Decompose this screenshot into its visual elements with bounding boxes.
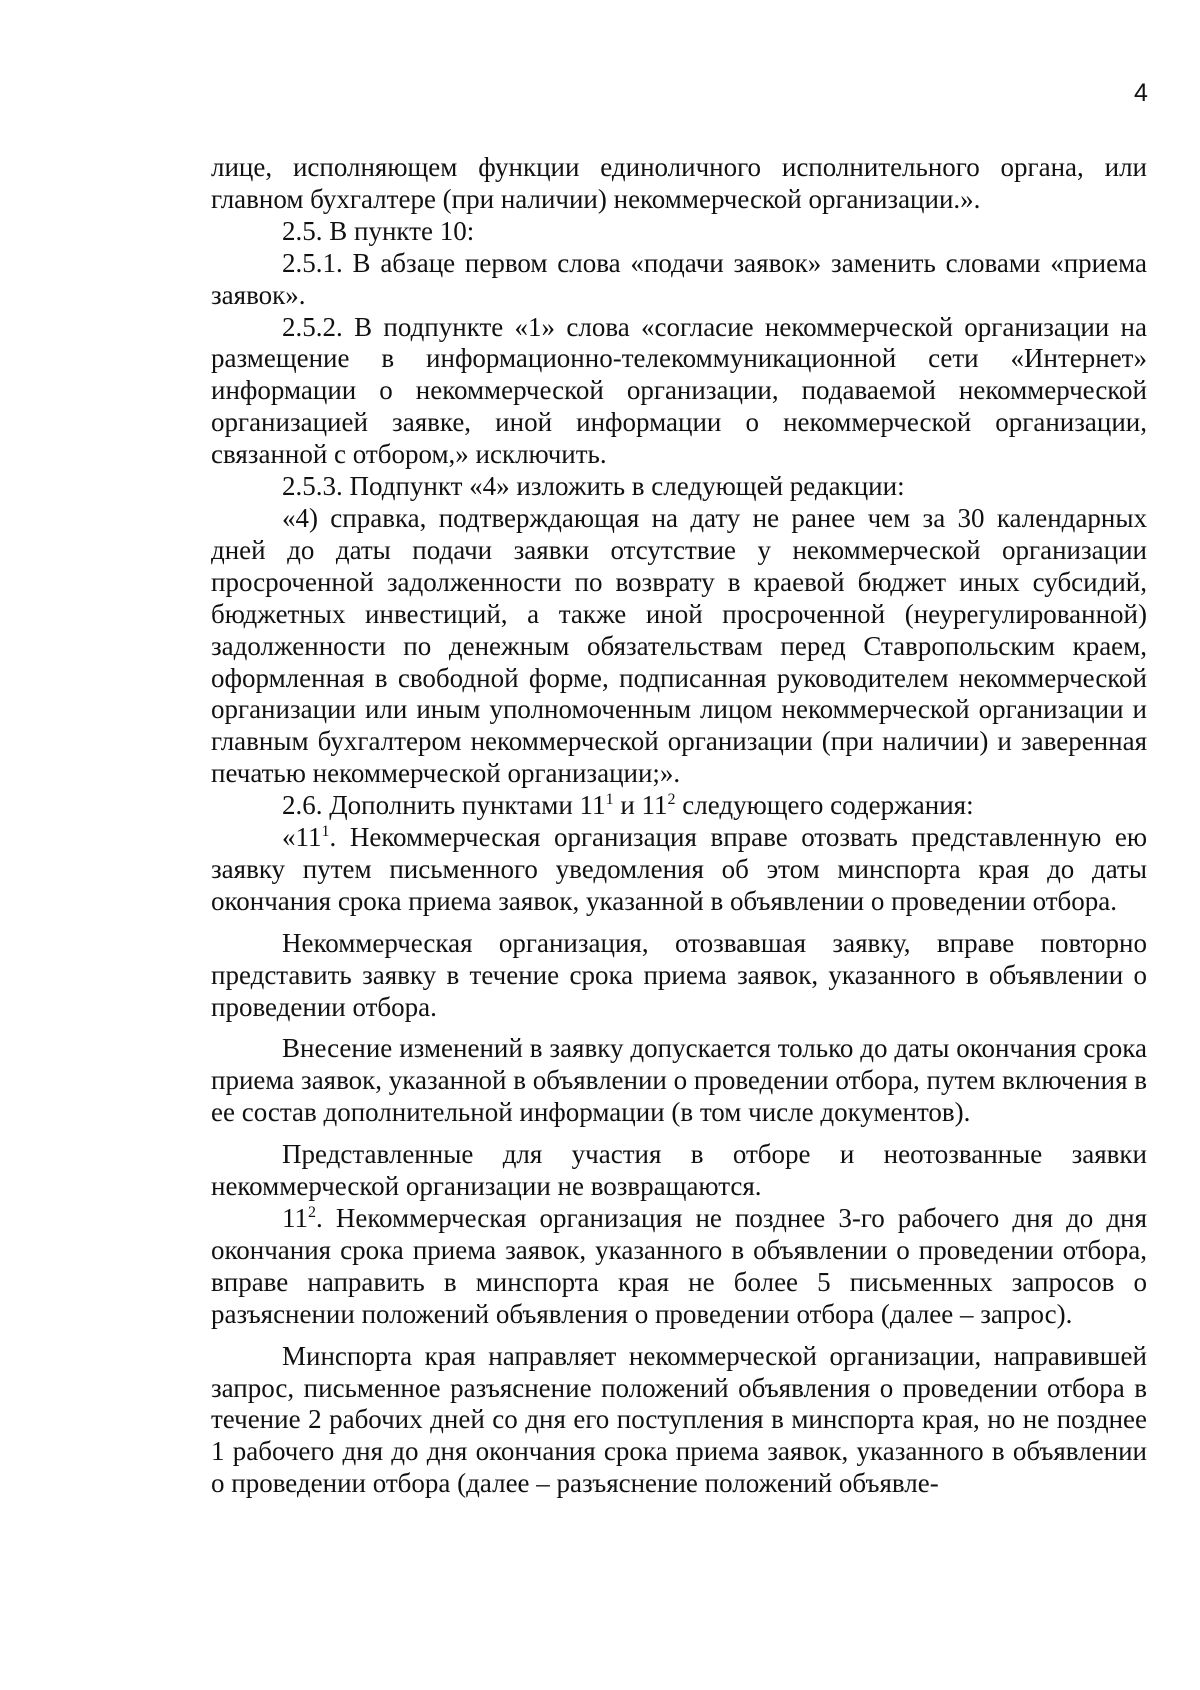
paragraph: Представленные для участия в отборе и неотозванные заявки некоммерческой организации не возвращаются. [211,1139,1147,1202]
paragraph: 2.5.3. Подпункт «4» изложить в следующей редакции: [282,471,905,502]
superscript: 1 [321,823,330,841]
paragraph [211,790,1147,822]
paragraph: Внесение изменений в заявку допускается только до даты окончания срока приема заявок, указанной в объявлении о проведении отбора, путем включения в ее состав дополнительной информации (в том числе документов). [211,1033,1147,1128]
paragraph: 2.5.1. В абзаце первом слова «подачи заявок» заменить словами «приема заявок». [211,247,1147,310]
text-run: 2.6. Дополнить пунктами 11 [282,790,606,821]
text-run: . Некоммерческая организация не позднее 3-го рабочего дня до дня окончания срока приема заявок, указанного в объявлении о проведении отбора, вправе направить в минспорта края не более 5 письменных запросов о разъяснении положений объявления о проведении отбора (далее – запрос). [211,1203,1147,1329]
text-run: 11 [282,1203,308,1233]
text-run: . Некоммерческая организация вправе отозвать представленную ею заявку путем письменного уведомления об этом минспорта края до даты окончания срока приема заявок, указанной в объявлении о проведении отбора. [211,822,1147,916]
page-number: 4 [1134,79,1148,107]
text-run: и 11 [613,790,668,821]
superscript: 1 [605,791,614,809]
paragraph [211,822,1147,918]
paragraph: 2.5. В пункте 10: [282,215,475,246]
text-run: следующего содержания: [675,790,974,821]
superscript: 2 [308,1204,316,1221]
paragraph: 2.5.2. В подпункте «1» слова «согласие некоммерческой организации на размещение в информационно-телекоммуникационной сети «Интернет» информации о некоммерческой организации, подаваемой некоммерческой организацией заявке, иной информации о некоммерческой организации, связанной с отбором,» исключить. [211,311,1147,470]
paragraph: «4) справка, подтверждающая на дату не ранее чем за 30 календарных дней до даты подачи заявки отсутствие у некоммерческой организации просроченной задолженности по возврату в краевой бюджет иных субсидий, бюджетных инвестиций, а также иной просроченной (неурегулированной) задолженности по денежным обязательствам перед Ставропольским краем, оформленная в свободной форме, подписанная руководителем некоммерческой организации или иным уполномоченным лицом некоммерческой организации и главным бухгалтером некоммерческой организации (при наличии) и заверенная печатью некоммерческой организации;». [211,502,1147,789]
document-body [211,152,1147,1500]
paragraph: Минспорта края направляет некоммерческой организации, направившей запрос, письменное разъяснение положений объявления о проведении отбора в течение 2 рабочих дней со дня его поступления в минспорта края, но не позднее 1 рабочего дня до дня окончания срока приема заявок, указанного в объявлении о проведении отбора (далее – разъяснение положений объявле- [211,1340,1147,1499]
superscript: 2 [667,791,676,809]
paragraph: Некоммерческая организация, отозвавшая заявку, вправе повторно представить заявку в течение срока приема заявок, указанного в объявлении о проведении отбора. [211,927,1147,1022]
paragraph [211,1203,1147,1331]
paragraph: лице, исполняющем функции единоличного исполнительного органа, или главном бухгалтере (при наличии) некоммерческой организации.». [211,152,1147,214]
text-run: «11 [282,822,322,853]
